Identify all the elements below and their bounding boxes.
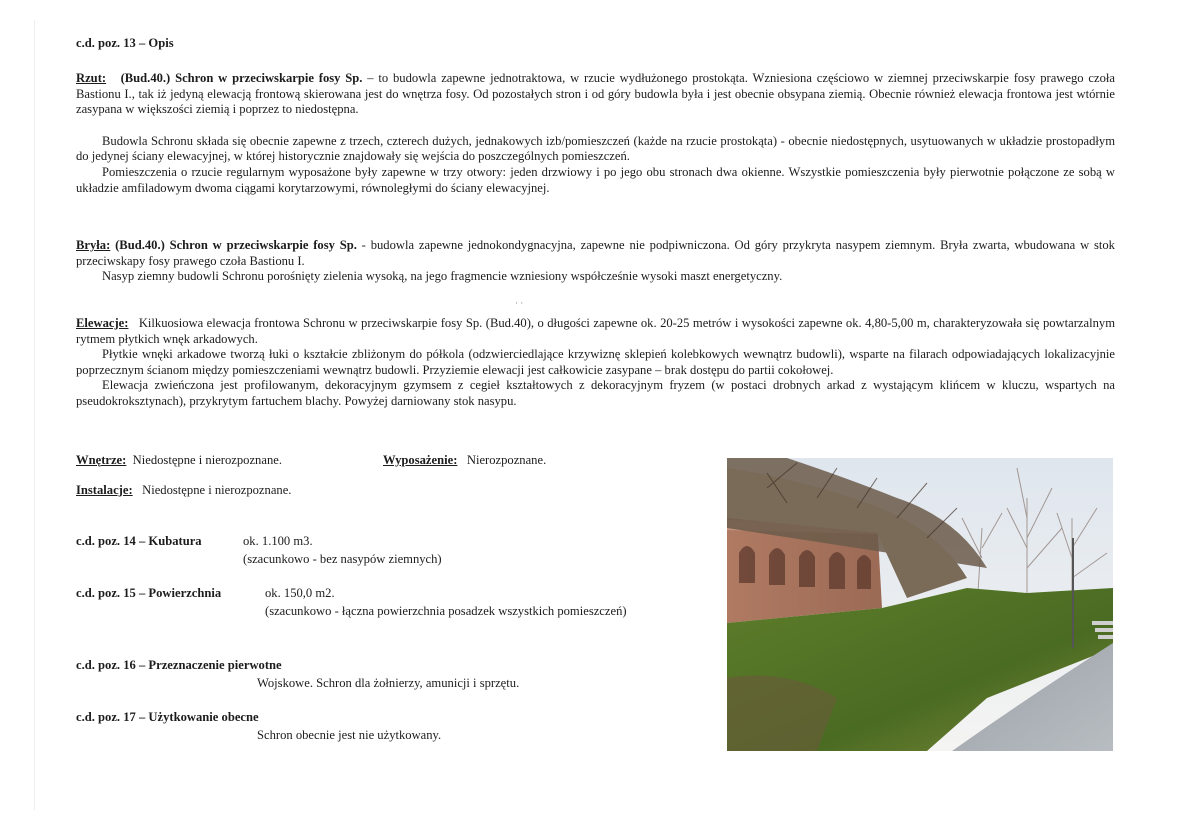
scan-edge-shadow (34, 20, 35, 810)
wnetrze-label: Wnętrze: (76, 453, 127, 467)
poz17-value: Schron obecnie jest nie użytkowany. (257, 728, 442, 742)
rzut-text: – to budowla zapewne jednotraktowa, w rzucie wydłużonego prostokąta. Wzniesiona częściowo w ziemnej przeciwskarpie fosy prawego czoła Bastionu I., tak iż jedyną elewacją frontową skierowana jest do wnętrza fosy. Od pozostałych stron i od góry budowla była i jest obecnie obsypana ziemią. Obecnie również elewacja frontowa jest wtórnie zasypana w większości ziemią i poprzez to niedostępna. (76, 71, 1115, 117)
elewacje-paragraph-3: Elewacja zwieńczona jest profilowanym, dekoracyjnym gzymsem z cegieł kształtowych z dekoracyjnym fryzem (w postaci drobnych arkad z wystającym klińcem w kluczu, wspartych na pseudokroksztynach), przykrytym fartuchem blachy. Powyżej darniowany stok nasypu. (76, 378, 1115, 408)
rzut-building: (Bud.40.) Schron w przeciwskarpie fosy Sp. (120, 71, 363, 85)
elewacje-paragraph-2: Płytkie wnęki arkadowe tworzą łuki o kształcie zbliżonym do półkola (odzwierciedlające krzywiznę sklepień kolebkowych wewnątrz budowli), wsparte na filarach odpowiadających lokalizacyjnie poprzecznym ścianom między pomieszczeniami wewnątrz budowli. Przyziemie elewacji jest całkowicie zasypane – brak dostępu do partii cokołowej. (76, 347, 1115, 377)
bunker-photo (727, 458, 1113, 751)
poz14-value: ok. 1.100 m3. (243, 534, 313, 548)
wyposazenie-label: Wyposażenie: (383, 453, 458, 467)
poz15-label: c.d. poz. 15 – Powierzchnia (76, 586, 222, 600)
instalacje-row (76, 483, 291, 499)
poz17-label: c.d. poz. 17 – Użytkowanie obecne (76, 710, 259, 724)
rzut-label: Rzut: (76, 71, 107, 85)
rzut-section (76, 71, 1115, 196)
instalacje-value: Niedostępne i nierozpoznane. (142, 483, 292, 497)
bryla-label: Bryła: (76, 238, 111, 252)
wnetrze-value: Niedostępne i nierozpoznane. (132, 453, 282, 467)
rzut-paragraph-3: Pomieszczenia o rzucie regularnym wyposażone były zapewne w trzy otwory: jeden drzwiowy i po jego obu stronach dwa okienne. Wszystkie pomieszczenia były pierwotnie połączone ze sobą w układzie amfiladowym dwoma ciągami korytarzowymi, równoległymi do ściany elewacyjnej. (76, 164, 1115, 195)
section-title: c.d. poz. 13 – Opis (76, 36, 174, 50)
wyposazenie-row (383, 453, 546, 469)
bryla-text: - budowla zapewne jednokondygnacyjna, zapewne nie podpiwniczona. Od góry przykryta nasypem ziemnym. Bryła zwarta, wbudowana w stok przeciwskapy fosy prawego czoła Bastionu I. (76, 238, 1115, 268)
poz14-label: c.d. poz. 14 – Kubatura (76, 534, 202, 548)
wyposazenie-value: Nierozpoznane. (466, 453, 547, 467)
elewacje-text: Kilkuosiowa elewacja frontowa Schronu w przeciwskarpie fosy Sp. (Bud.40), o długości zapewne ok. 20-25 metrów i wysokości zapewne ok. 4,80-5,00 m, charakteryzowała się powtarzalnym rytmem płytkich wnęk arkadowych. (76, 316, 1115, 346)
scan-speck: · · (515, 298, 524, 308)
bryla-section (76, 238, 1115, 285)
poz15-value: ok. 150,0 m2. (265, 586, 335, 600)
bryla-paragraph-2: Nasyp ziemny budowli Schronu porośnięty zielenia wysoką, na jego fragmencie wzniesiony współcześnie wysoki maszt energetyczny. (102, 269, 783, 284)
elewacje-section (76, 316, 1115, 410)
elewacje-label: Elewacje: (76, 316, 129, 330)
poz14-note: (szacunkowo - bez nasypów ziemnych) (243, 552, 442, 566)
poz16-label: c.d. poz. 16 – Przeznaczenie pierwotne (76, 658, 282, 672)
poz16-value: Wojskowe. Schron dla żołnierzy, amunicji i sprzętu. (257, 676, 520, 690)
bryla-building: (Bud.40.) Schron w przeciwskarpie fosy Sp. (115, 238, 357, 252)
poz15-note: (szacunkowo - łączna powierzchnia posadzek wszystkich pomieszczeń) (265, 604, 627, 618)
wnetrze-row (76, 453, 282, 469)
rzut-paragraph-2: Budowla Schronu składa się obecnie zapewne z trzech, czterech dużych, jednakowych izb/pomieszczeń (każde na rzucie prostokąta) - obecnie niedostępnych, usytuowanych w układzie prostopadłym do jedynej ściany elewacyjnej, w której historycznie znajdowały się wejścia do poszczególnych pomieszczeń. (76, 133, 1115, 164)
instalacje-label: Instalacje: (76, 483, 133, 497)
